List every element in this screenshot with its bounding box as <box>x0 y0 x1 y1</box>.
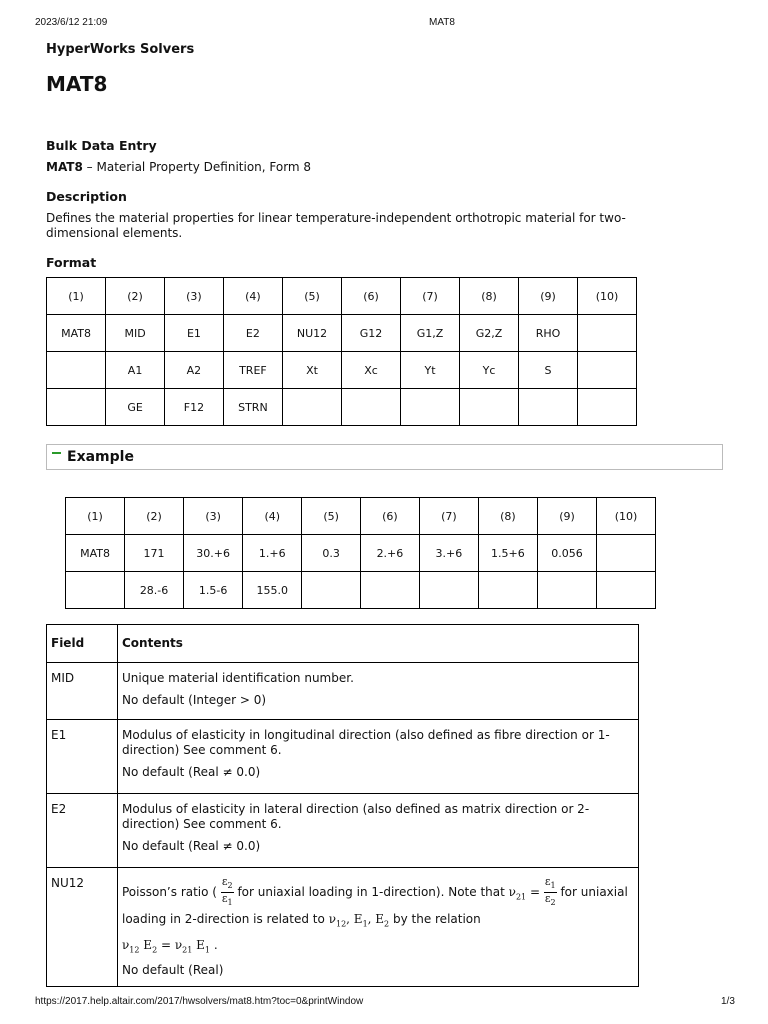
table-row <box>47 663 639 720</box>
format-cell: MID <box>106 315 165 352</box>
example-cell: 3.+6 <box>419 535 478 572</box>
format-cell <box>578 389 637 426</box>
field-contents-mid <box>118 663 639 720</box>
bulk-dash: – <box>86 160 93 174</box>
table-row <box>66 572 656 609</box>
description-text: Defines the material properties for linear temperature-independent orthotropic material for two-dimensional elements. <box>46 211 626 240</box>
format-cell: TREF <box>223 352 282 389</box>
example-heading: Example <box>67 449 134 465</box>
example-cell: 2.+6 <box>360 535 419 572</box>
format-cell: Xc <box>342 352 401 389</box>
format-cell <box>460 389 519 426</box>
format-cell <box>578 352 637 389</box>
example-cell: (3) <box>184 498 243 535</box>
format-cell <box>342 389 401 426</box>
bulk-card: MAT8 <box>46 160 83 174</box>
bulk-subtitle <box>46 160 311 175</box>
format-cell: (1) <box>47 278 106 315</box>
fields-header-row <box>47 625 639 663</box>
format-cell: G1,Z <box>401 315 460 352</box>
nu12-description: Poisson’s ratio ( $\frac{\varepsilon_2}{\varepsilon_1}$ for uniaxial loading in 1-direction). Note that $\nu_{21}$ = $\frac{\varepsilon_1}{\varepsilon_2}$ for uniaxial loading in 2-direction is related to $\nu_{12}$, $E_1$, $E_2$ by the relation $\nu_{12}$ $E_2 = \nu_{21}$ $E_1$ . <box>122 876 634 960</box>
format-cell <box>519 389 578 426</box>
example-cell <box>360 572 419 609</box>
bulk-heading: Bulk Data Entry <box>46 138 157 153</box>
format-cell: (6) <box>342 278 401 315</box>
field-name-e2: E2 <box>47 794 118 868</box>
format-cell: NU12 <box>282 315 341 352</box>
format-cell: G2,Z <box>460 315 519 352</box>
format-cell: (2) <box>106 278 165 315</box>
table-row <box>47 868 639 987</box>
example-cell: (10) <box>597 498 656 535</box>
brand-name: HyperWorks Solvers <box>46 42 195 57</box>
example-cell: MAT8 <box>66 535 125 572</box>
strain-ratio-fraction-inverse: $\frac{\varepsilon_1}{\varepsilon_2}$ <box>544 875 556 908</box>
collapse-minus-icon[interactable] <box>52 452 61 454</box>
format-cell: MAT8 <box>47 315 106 352</box>
mid-default: No default (Integer > 0) <box>122 693 267 707</box>
table-row <box>47 794 639 868</box>
field-header: Field <box>47 625 118 663</box>
format-cell: (7) <box>401 278 460 315</box>
print-page-number: 1/3 <box>721 996 735 1007</box>
format-table <box>46 277 637 426</box>
format-cell: Xt <box>282 352 341 389</box>
example-cell: 0.056 <box>538 535 597 572</box>
table-row <box>47 720 639 794</box>
format-cell <box>47 389 106 426</box>
table-row <box>66 535 656 572</box>
table-row <box>47 389 637 426</box>
description-heading: Description <box>46 189 127 204</box>
example-cell: 28.-6 <box>125 572 184 609</box>
field-name-e1: E1 <box>47 720 118 794</box>
field-name-mid: MID <box>47 663 118 720</box>
example-cell: 30.+6 <box>184 535 243 572</box>
format-cell: (10) <box>578 278 637 315</box>
mid-description: Unique material identification number. <box>122 671 354 685</box>
e1-default: No default (Real ≠ 0.0) <box>122 765 261 779</box>
nu12-default: No default (Real) <box>122 963 224 978</box>
table-row <box>47 278 637 315</box>
format-cell: (5) <box>282 278 341 315</box>
field-contents-e2 <box>118 794 639 868</box>
example-cell <box>597 535 656 572</box>
table-row <box>66 498 656 535</box>
example-cell: (5) <box>302 498 361 535</box>
format-cell: G12 <box>342 315 401 352</box>
example-cell: (4) <box>243 498 302 535</box>
format-cell: E2 <box>223 315 282 352</box>
print-timestamp: 2023/6/12 21:09 <box>35 17 108 28</box>
example-cell: 155.0 <box>243 572 302 609</box>
contents-header: Contents <box>118 625 639 663</box>
e2-default: No default (Real ≠ 0.0) <box>122 839 261 853</box>
field-contents-e1 <box>118 720 639 794</box>
example-cell <box>302 572 361 609</box>
field-contents-nu12 <box>118 868 639 987</box>
example-cell: (9) <box>538 498 597 535</box>
print-page-title: MAT8 <box>429 17 455 28</box>
strain-ratio-fraction: $\frac{\varepsilon_2}{\varepsilon_1}$ <box>221 875 233 908</box>
format-cell: E1 <box>165 315 224 352</box>
format-cell: (4) <box>223 278 282 315</box>
format-cell: A2 <box>165 352 224 389</box>
field-name-nu12: NU12 <box>47 868 118 987</box>
format-cell: STRN <box>223 389 282 426</box>
example-cell <box>419 572 478 609</box>
format-heading: Format <box>46 255 97 270</box>
fields-table <box>46 624 639 987</box>
example-cell: (7) <box>419 498 478 535</box>
format-cell: GE <box>106 389 165 426</box>
page-title: MAT8 <box>46 72 108 96</box>
example-cell: 1.5+6 <box>478 535 537 572</box>
bulk-desc: Material Property Definition, Form 8 <box>96 160 312 174</box>
example-cell: 1.+6 <box>243 535 302 572</box>
format-cell: Yt <box>401 352 460 389</box>
example-cell <box>597 572 656 609</box>
format-cell: F12 <box>165 389 224 426</box>
format-cell: RHO <box>519 315 578 352</box>
table-row <box>47 315 637 352</box>
format-cell: (3) <box>165 278 224 315</box>
format-cell: Yc <box>460 352 519 389</box>
example-section-bar[interactable] <box>46 444 723 470</box>
example-cell: (8) <box>478 498 537 535</box>
example-cell <box>66 572 125 609</box>
nu21-symbol: $\nu_{21}$ = <box>508 885 540 902</box>
format-cell: (8) <box>460 278 519 315</box>
example-cell: (6) <box>360 498 419 535</box>
table-row <box>47 352 637 389</box>
example-cell: (1) <box>66 498 125 535</box>
format-cell <box>578 315 637 352</box>
format-cell <box>47 352 106 389</box>
format-cell: A1 <box>106 352 165 389</box>
format-cell <box>282 389 341 426</box>
example-cell <box>478 572 537 609</box>
format-cell: (9) <box>519 278 578 315</box>
format-cell: S <box>519 352 578 389</box>
e1-description: Modulus of elasticity in longitudinal direction (also defined as fibre direction or 1-direction) See comment 6. <box>122 728 610 757</box>
nu12-e1-e2-symbols: $\nu_{12}$, $E_1$, $E_2$ <box>328 912 390 929</box>
print-url: https://2017.help.altair.com/2017/hwsolvers/mat8.htm?toc=0&printWindow <box>35 996 364 1007</box>
example-cell: 0.3 <box>302 535 361 572</box>
example-cell: (2) <box>125 498 184 535</box>
e2-description: Modulus of elasticity in lateral direction (also defined as matrix direction or 2-direction) See comment 6. <box>122 802 590 831</box>
example-cell <box>538 572 597 609</box>
format-cell <box>401 389 460 426</box>
nu12-relation-formula: $\nu_{12}$ $E_2 = \nu_{21}$ $E_1$ . <box>122 937 218 955</box>
example-table <box>65 497 656 609</box>
example-cell: 171 <box>125 535 184 572</box>
example-cell: 1.5-6 <box>184 572 243 609</box>
